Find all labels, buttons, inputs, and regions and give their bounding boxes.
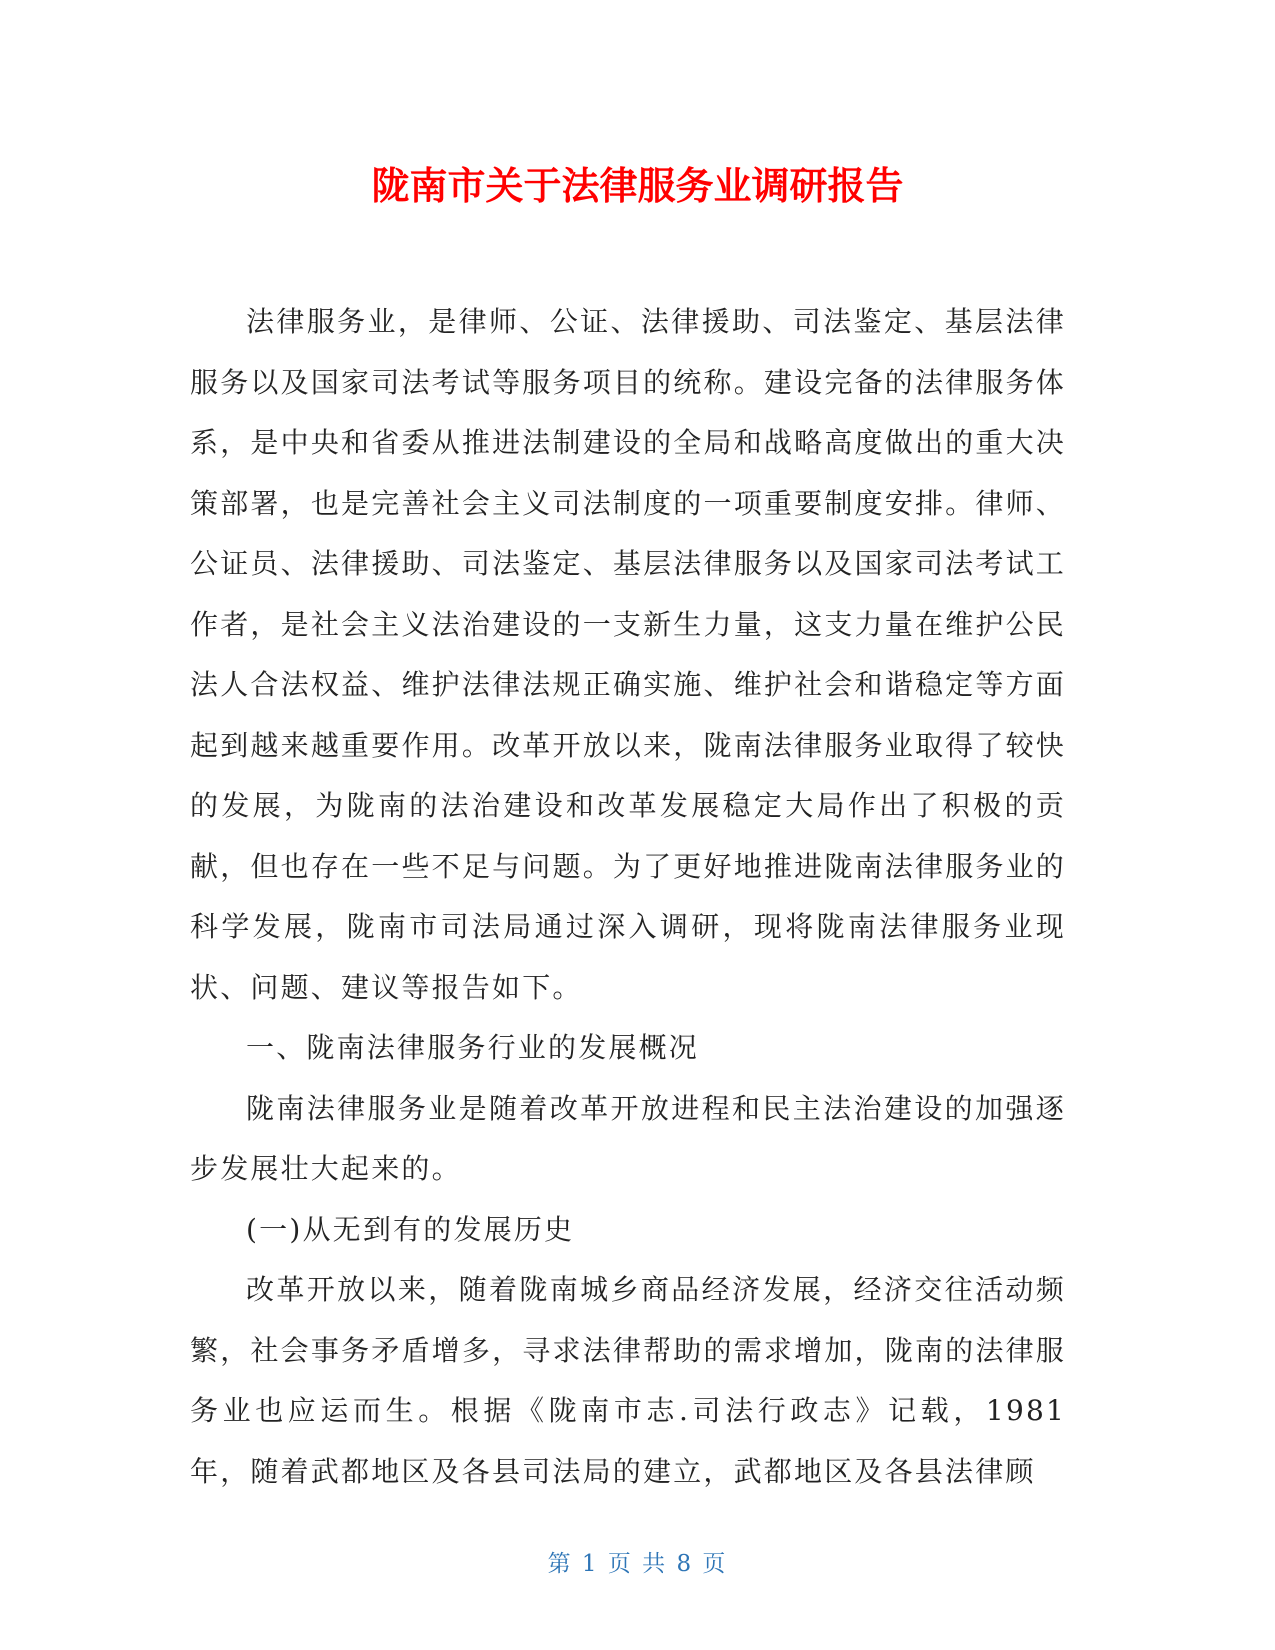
body-paragraph: 法律服务业，是律师、公证、法律援助、司法鉴定、基层法律服务以及国家司法考试等服务项目的统称。建设完备的法律服务体系，是中央和省委从推进法制建设的全局和战略高度做出的重大决策部署，也是完善社会主义司法制度的一项重要制度安排。律师、公证员、法律援助、司法鉴定、基层法律服务以及国家司法考试工作者，是社会主义法治建设的一支新生力量，这支力量在维护公民法人合法权益、维护法律法规正确实施、维护社会和谐稳定等方面起到越来越重要作用。改革开放以来，陇南法律服务业取得了较快的发展，为陇南的法治建设和改革发展稳定大局作出了积极的贡献，但也存在一些不足与问题。为了更好地推进陇南法律服务业的科学发展，陇南市司法局通过深入调研，现将陇南法律服务业现状、问题、建议等报告如下。 — [190, 305, 1066, 1004]
body-paragraph: 改革开放以来，随着陇南城乡商品经济发展，经济交往活动频繁，社会事务矛盾增多，寻求法律帮助的需求增加，陇南的法律服务业也应运而生。根据《陇南市志.司法行政志》记载，1981年，随着武都地区及各县司法局的建立，武都地区及各县法律顾 — [190, 1273, 1066, 1488]
subsection-heading: (一)从无到有的发展历史 — [246, 1212, 575, 1246]
document-body — [190, 292, 1066, 1502]
body-paragraph: 陇南法律服务业是随着改革开放进程和民主法治建设的加强逐步发展壮大起来的。 — [190, 1091, 1066, 1185]
document-title: 陇南市关于法律服务业调研报告 — [371, 164, 904, 208]
section-heading: 一、陇南法律服务行业的发展概况 — [246, 1031, 700, 1064]
page-number-label: 第 1 页 共 8 页 — [547, 1551, 728, 1577]
page-footer — [0, 1549, 1275, 1579]
